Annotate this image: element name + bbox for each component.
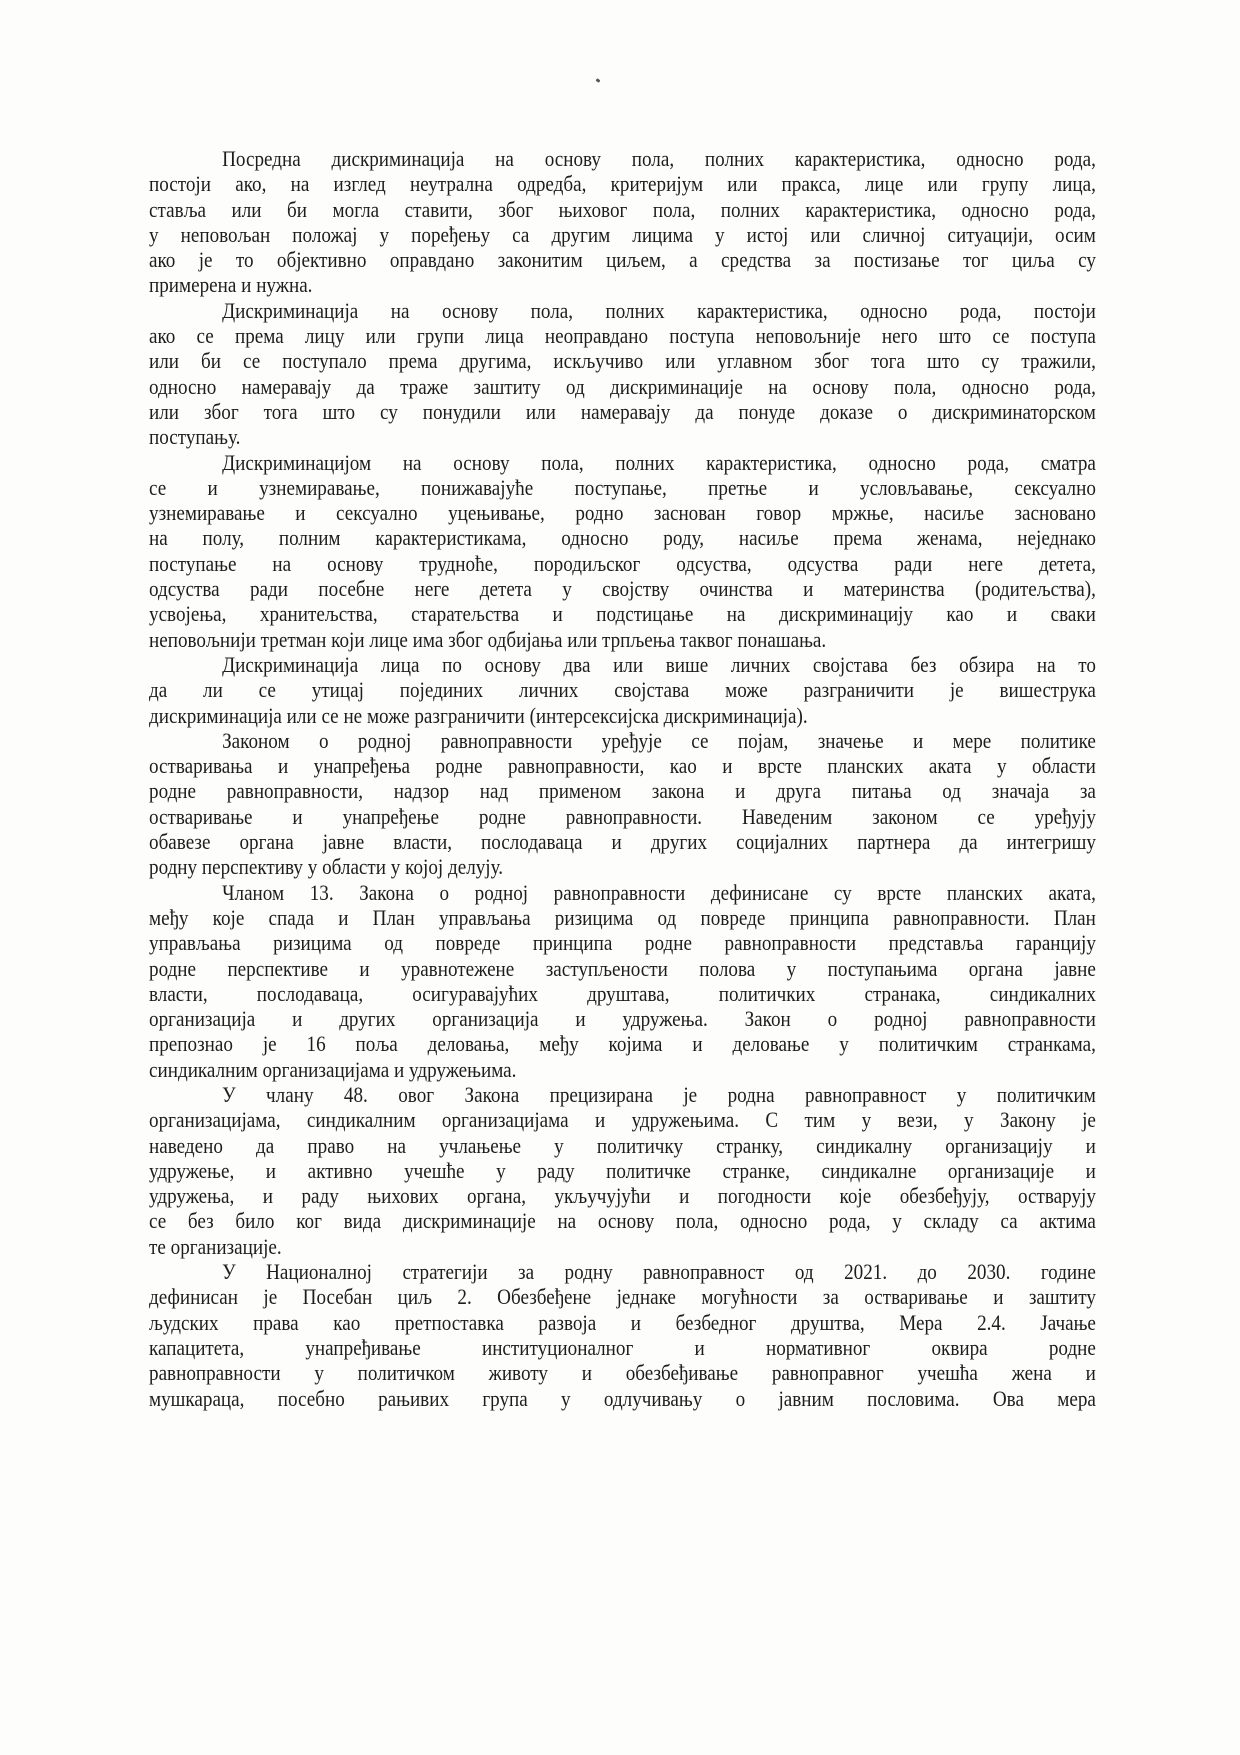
text-line-content: ако се према лицу или групи лица неоправдано поступа неповољније него што се поступа bbox=[149, 323, 1096, 349]
text-line-content: поступање на основу трудноће, породиљског одсуства, одсуства ради неге детета, bbox=[149, 550, 1096, 576]
text-line-content: поступању. bbox=[149, 424, 241, 450]
text-line-content: или због тога што су понудили или намеравају да понуде доказе о дискриминаторском bbox=[149, 398, 1096, 424]
text-line-content: организација и других организација и удружења. Закон о родној равноправности bbox=[149, 1006, 1096, 1032]
text-line-content: постоји ако, на изглед неутрална одредба, критеријум или пракса, лице или групу лица, bbox=[149, 171, 1096, 197]
text-line bbox=[149, 424, 1095, 449]
text-line bbox=[149, 1386, 1095, 1411]
text-line bbox=[149, 1183, 1095, 1208]
text-line-content: Дискриминација лица по основу два или више личних својстава без обзира на то bbox=[222, 651, 1096, 677]
text-line bbox=[149, 905, 1095, 930]
text-line-content: Законом о родној равноправности уређује се појам, значење и мере политике bbox=[222, 727, 1096, 753]
paragraph bbox=[149, 450, 1095, 652]
text-line bbox=[149, 703, 1095, 728]
text-line bbox=[149, 323, 1095, 348]
text-line-content: родне перспективе и уравнотежене заступљености полова у поступањима органа јавне bbox=[149, 955, 1096, 981]
text-line bbox=[149, 981, 1095, 1006]
text-line bbox=[149, 399, 1095, 424]
text-line bbox=[149, 146, 1095, 171]
text-line-content: синдикалним организацијама и удружењима. bbox=[149, 1056, 517, 1082]
text-line-content: У члану 48. овог Закона прецизирана је родна равноправност у политичким bbox=[222, 1081, 1096, 1107]
text-line-content: равноправности у политичком животу и обезбеђивање равноправног учешћа жена и bbox=[149, 1360, 1096, 1386]
text-line-content: људских права као претпоставка развоја и безбедног друштва, Мера 2.4. Јачање bbox=[149, 1309, 1096, 1335]
text-line-content: усвојења, хранитељства, старатељства и подстицање на дискриминацију као и сваки bbox=[149, 601, 1096, 627]
text-line-content: Посредна дискриминација на основу пола, полних карактеристика, односно рода, bbox=[222, 146, 1096, 171]
text-line-content: родну перспективу у области у којој делују. bbox=[149, 854, 504, 880]
text-line bbox=[149, 1082, 1095, 1107]
text-line bbox=[149, 956, 1095, 981]
text-line-content: капацитета, унапређивање институционалног и нормативног оквира родне bbox=[149, 1334, 1096, 1360]
scan-speck bbox=[596, 78, 601, 83]
text-line-content: организацијама, синдикалним организацијама и удружењима. С тим у вези, у Закону је bbox=[149, 1107, 1096, 1133]
text-line-content: удружење, и активно учешће у раду политичке странке, синдикалне организације и bbox=[149, 1157, 1096, 1183]
text-line bbox=[149, 677, 1095, 702]
text-line bbox=[149, 1057, 1095, 1082]
text-line-content: остваривања и унапређења родне равноправности, као и врсте планских аката у области bbox=[149, 753, 1096, 779]
text-line-content: управљања ризицима од повреде принципа родне равноправности представља гаранцију bbox=[149, 930, 1096, 956]
text-line-content: се без било ког вида дискриминације на основу пола, односно рода, у складу са актима bbox=[149, 1208, 1096, 1234]
text-line bbox=[149, 880, 1095, 905]
paragraph bbox=[149, 728, 1095, 880]
text-line-content: наведено да право на учлањење у политичку странку, синдикалну организацију и bbox=[149, 1132, 1096, 1158]
text-line bbox=[149, 804, 1095, 829]
text-line-content: одсуства ради посебне неге детета у својству очинства и материнства (родитељства), bbox=[149, 576, 1096, 602]
text-line bbox=[149, 500, 1095, 525]
paragraph bbox=[149, 1259, 1095, 1411]
text-line-content: међу које спада и План управљања ризицима од повреде принципа равноправности. План bbox=[149, 904, 1096, 930]
text-line bbox=[149, 525, 1095, 550]
text-line-content: Дискриминација на основу пола, полних карактеристика, односно рода, постоји bbox=[222, 297, 1096, 323]
text-line bbox=[149, 652, 1095, 677]
text-line-content: У Националној стратегији за родну равноправност од 2021. до 2030. године bbox=[222, 1259, 1096, 1285]
text-line bbox=[149, 272, 1095, 297]
text-line-content: ако је то објективно оправдано законитим циљем, а средства за постизање тог циља су bbox=[149, 247, 1096, 273]
text-line bbox=[149, 728, 1095, 753]
text-line bbox=[149, 551, 1095, 576]
text-line bbox=[149, 374, 1095, 399]
text-line bbox=[149, 778, 1095, 803]
paragraph bbox=[149, 298, 1095, 450]
text-line-content: неповољнији третман који лице има због одбијања или трпљења таквог понашања. bbox=[149, 626, 827, 652]
text-line-content: Дискриминацијом на основу пола, полних карактеристика, односно рода, сматра bbox=[222, 449, 1096, 475]
text-line bbox=[149, 1107, 1095, 1132]
text-line bbox=[149, 1259, 1095, 1284]
text-line bbox=[149, 247, 1095, 272]
document-body bbox=[149, 146, 1095, 1411]
text-line bbox=[149, 1310, 1095, 1335]
text-line-content: Чланом 13. Закона о родној равноправности дефинисане су врсте планских аката, bbox=[222, 879, 1096, 905]
text-line-content: те организације. bbox=[149, 1233, 282, 1259]
text-line bbox=[149, 930, 1095, 955]
text-line-content: препознао је 16 поља деловања, међу којима и деловање у политичким странкама, bbox=[149, 1031, 1096, 1057]
text-line bbox=[149, 298, 1095, 323]
text-line-content: обавезе органа јавне власти, послодаваца и других социјалних партнера да интегришу bbox=[149, 829, 1096, 855]
text-line bbox=[149, 576, 1095, 601]
text-line bbox=[149, 171, 1095, 196]
text-line-content: мушкараца, посебно рањивих група у одлучивању о јавним пословима. Ова мера bbox=[149, 1385, 1096, 1411]
text-line bbox=[149, 753, 1095, 778]
text-line bbox=[149, 1284, 1095, 1309]
text-line bbox=[149, 627, 1095, 652]
text-line bbox=[149, 829, 1095, 854]
paragraph bbox=[149, 880, 1095, 1082]
text-line-content: да ли се утицај појединих личних својстава може разграничити је вишеструка bbox=[149, 677, 1096, 703]
text-line bbox=[149, 1335, 1095, 1360]
text-line-content: остваривање и унапређење родне равноправности. Наведеним законом се уређују bbox=[149, 803, 1096, 829]
text-line-content: дискриминација или се не може разграничити (интерсексијска дискриминација). bbox=[149, 702, 808, 728]
text-line bbox=[149, 450, 1095, 475]
text-line-content: у неповољан положај у поређењу са другим лицима у истој или сличној ситуацији, осим bbox=[149, 221, 1096, 247]
text-line bbox=[149, 348, 1095, 373]
text-line-content: дефинисан је Посебан циљ 2. Обезбеђене једнаке могућности за остваривање и заштиту bbox=[149, 1284, 1096, 1310]
text-line-content: удружења, и раду њихових органа, укључујући и погодности које обезбеђују, остварују bbox=[149, 1183, 1096, 1209]
paragraph bbox=[149, 652, 1095, 728]
paragraph bbox=[149, 146, 1095, 298]
text-line-content: ставља или би могла ставити, због њиховог пола, полних карактеристика, односно рода, bbox=[149, 196, 1096, 222]
text-line bbox=[149, 475, 1095, 500]
text-line-content: на полу, полним карактеристикама, односно роду, насиље према женама, неједнако bbox=[149, 525, 1096, 551]
text-line bbox=[149, 197, 1095, 222]
text-line bbox=[149, 1208, 1095, 1233]
text-line-content: или би се поступало према другима, искључиво или углавном због тога што су тражили, bbox=[149, 348, 1096, 374]
text-line bbox=[149, 601, 1095, 626]
paragraph bbox=[149, 1082, 1095, 1259]
text-line bbox=[149, 1133, 1095, 1158]
text-line-content: примерена и нужна. bbox=[149, 272, 313, 298]
text-line bbox=[149, 1360, 1095, 1385]
text-line bbox=[149, 1031, 1095, 1056]
text-line bbox=[149, 222, 1095, 247]
text-line-content: се и узнемиравање, понижавајуће поступање, претње и условљавање, сексуално bbox=[149, 474, 1096, 500]
text-line-content: узнемиравање и сексуално уцењивање, родно заснован говор мржње, насиље засновано bbox=[149, 500, 1096, 526]
text-line-content: односно намеравају да траже заштиту од дискриминације на основу пола, односно рода, bbox=[149, 373, 1096, 399]
text-line-content: власти, послодаваца, осигуравајућих друштава, политичких странака, синдикалних bbox=[149, 980, 1096, 1006]
text-line bbox=[149, 1006, 1095, 1031]
text-line bbox=[149, 1234, 1095, 1259]
text-line-content: родне равноправности, надзор над применом закона и друга питања од значаја за bbox=[149, 778, 1096, 804]
text-line bbox=[149, 1158, 1095, 1183]
text-line bbox=[149, 854, 1095, 879]
